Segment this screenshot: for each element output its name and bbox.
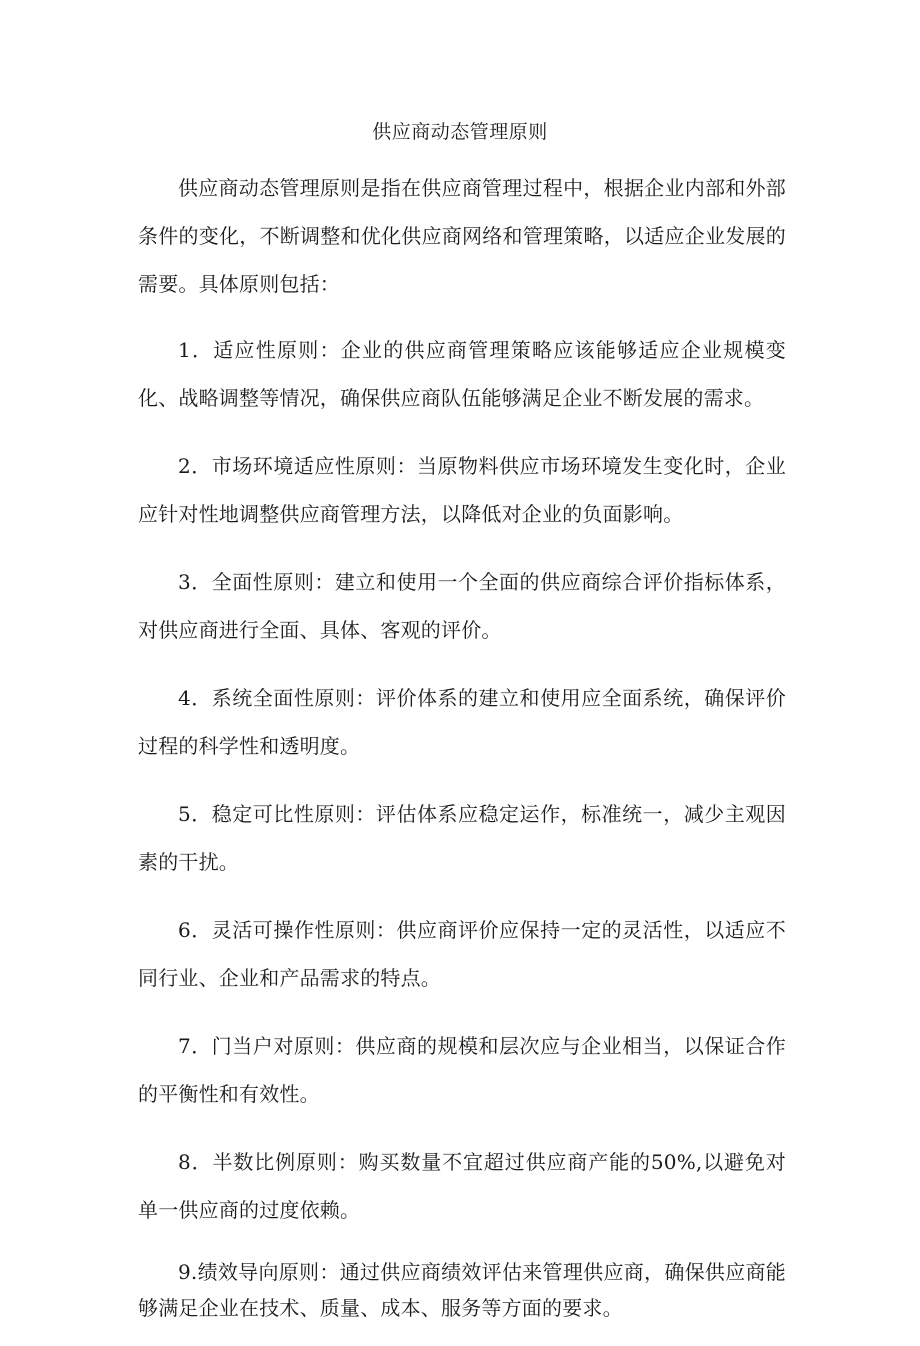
principle-1: 1．适应性原则：企业的供应商管理策略应该能够适应企业规模变化、战略调整等情况，确保供应商队伍能够满足企业不断发展的需求。 (138, 338, 786, 410)
principle-6: 6．灵活可操作性原则：供应商评价应保持一定的灵活性，以适应不同行业、企业和产品需求的特点。 (138, 918, 786, 990)
principle-4: 4．系统全面性原则：评价体系的建立和使用应全面系统，确保评价过程的科学性和透明度。 (138, 686, 786, 758)
principle-8: 8．半数比例原则：购买数量不宜超过供应商产能的50%,以避免对单一供应商的过度依赖。 (138, 1150, 786, 1222)
principle-9: 9.绩效导向原则：通过供应商绩效评估来管理供应商，确保供应商能够满足企业在技术、质量、成本、服务等方面的要求。 (138, 1260, 786, 1320)
principle-7: 7．门当户对原则：供应商的规模和层次应与企业相当，以保证合作的平衡性和有效性。 (138, 1034, 786, 1106)
document-body (138, 164, 786, 1346)
document-title: 供应商动态管理原则 (372, 121, 548, 143)
principle-3: 3．全面性原则：建立和使用一个全面的供应商综合评价指标体系，对供应商进行全面、具体、客观的评价。 (138, 570, 786, 642)
principle-5: 5．稳定可比性原则：评估体系应稳定运作，标准统一，减少主观因素的干扰。 (138, 802, 786, 874)
intro-paragraph: 供应商动态管理原则是指在供应商管理过程中，根据企业内部和外部条件的变化，不断调整和优化供应商网络和管理策略，以适应企业发展的需要。具体原则包括： (138, 176, 786, 296)
principle-2: 2．市场环境适应性原则：当原物料供应市场环境发生变化时，企业应针对性地调整供应商管理方法，以降低对企业的负面影响。 (138, 454, 786, 526)
